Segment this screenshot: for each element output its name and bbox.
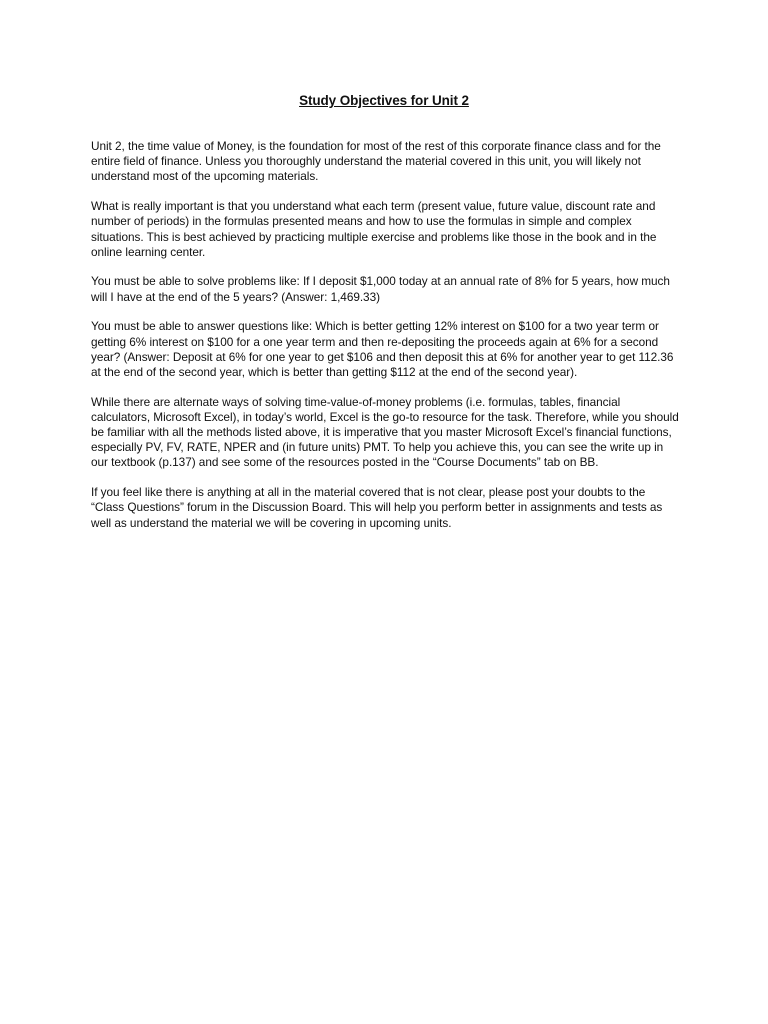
paragraph-intro: Unit 2, the time value of Money, is the foundation for most of the rest of this corporate finance class and for the entire field of finance. Unless you thoroughly understand the material covered in this unit, you will likely not understand most of the upcoming materials. [91, 139, 661, 184]
document-title: Study Objectives for Unit 2 [299, 93, 469, 108]
document-body [91, 139, 681, 545]
paragraph-excel-methods: While there are alternate ways of solving time-value-of-money problems (i.e. formulas, tables, financial calculators, Microsoft Excel), in today’s world, Excel is the go-to resource for the task. Therefore, while you should be familiar with all the methods listed above, it is imperative that you master Microsoft Excel’s financial functions, especially PV, FV, RATE, NPER and (in future units) PMT. To help you achieve this, you can see the write up in our textbook (p.137) and see some of the resources posted in the “Course Documents” tab on BB. [91, 394, 679, 470]
paragraph-example-question: You must be able to answer questions like: Which is better getting 12% interest on $100 for a two year term or getting 6% interest on $100 for a one year term and then re-depositing the proceeds again at 6% for a second year? (Answer: Deposit at 6% for one year to get $106 and then deposit this at 6% for another year to get 112.36 at the end of the second year, which is better than getting $112 at the end of the second year). [91, 319, 674, 379]
paragraph-key-terms: What is really important is that you understand what each term (present value, future value, discount rate and number of periods) in the formulas presented means and how to use the formulas in simple and complex situations. This is best achieved by practicing multiple exercise and problems like those in the book and in the online learning center. [91, 199, 657, 259]
paragraph-example-problem: You must be able to solve problems like: If I deposit $1,000 today at an annual rate of 8% for 5 years, how much will I have at the end of the 5 years? (Answer: 1,469.33) [91, 274, 670, 304]
paragraph-questions-forum: If you feel like there is anything at all in the material covered that is not clear, please post your doubts to the “Class Questions” forum in the Discussion Board. This will help you perform better in assignments and tests as well as understand the material we will be covering in upcoming units. [91, 485, 663, 530]
